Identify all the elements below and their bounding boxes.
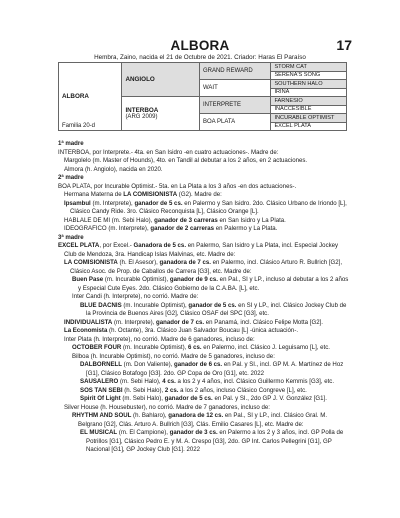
horse-subtitle: Hembra, Zaino, nacida el 21 de Octubre de 2021. Criador: Haras El Paraíso — [94, 54, 306, 61]
pedigree-ggs-1: STORM CAT — [271, 63, 347, 72]
pedigree-ggd-1: SERENA'S SONG — [271, 71, 347, 80]
pedigree-ggs-3: FARNESIO — [271, 97, 347, 106]
third-dam-intro: EXCEL PLATA, por Excel.- Ganadora de 5 cs. en Palermo, San Isidro y La Plata, incl. Especial Jockey Club de Mendoza, 3ra. Handicap Islas Malvinas, etc. Madre de: — [58, 242, 339, 258]
produce-spirit-of-light: Spirit Of Light (m. Sebi Halo), ganador de 5 cs. en Pal. y SI., 2do GP J. V. González [G1]. — [80, 395, 327, 402]
first-dam-produce-1: Margolelo (m. Master of Hounds), 4to. en Tandil al debutar a los 2 años, en 2 actuaciones. — [64, 157, 308, 164]
pedigree-table — [58, 62, 347, 131]
pedigree-dam-dam: BOA PLATA — [199, 114, 270, 131]
first-dam-produce-2: Almora (h. Angiolo), nacida en 2020. — [64, 165, 163, 173]
produce-sausalero: SAUSALERO (m. Sebi Halo), 4 cs. a los 2 y 4 años, incl. Clásico Guillermo Kemmis [G3], etc. — [80, 378, 335, 385]
produce-dalbornell: DALBORNELL (m. Don Valiente), ganador de 6 cs. en Pal. y SI., incl. GP M. A. Martínez de Hoz [G1], Clásico Botafogo [G3]. 2do. GP Copa de Oro [G1], etc. 2022 — [80, 361, 344, 377]
pedigree-horse — [59, 63, 122, 131]
second-dam-sister: Hermana Materna de LA COMISIONISTA (G2). Madre de: — [64, 191, 222, 198]
first-dam-heading: 1ª madre — [58, 140, 84, 147]
pedigree-sire-name: ANGIOLO — [125, 76, 155, 83]
horse-name-title: ALBORA — [170, 38, 230, 53]
second-dam-intro: BOA PLATA, por Incurable Optimist.- 5ta. en La Plata a los 3 años -en dos actuaciones-. — [58, 182, 297, 190]
first-dam-text: INTERBOA, por Interprete.- 4ta. en San Isidro -en cuatro actuaciones-. Madre de: — [58, 148, 279, 156]
pedigree-ggs-2: SOUTHERN HALO — [271, 80, 347, 89]
produce-buen-pase: Buen Pase (m. Incurable Optimist), ganador de 9 cs. en Pal., SI y LP., incluso al debutar a los 2 años y Especial Cute Eyes. 2do. Clásico Gobierno de la C.A.BA. [L], etc. — [72, 276, 349, 292]
produce-ideografico: IDEOGRAFICO (m. Interprete), ganador de 2 carreras en Palermo y La Plata. — [64, 225, 278, 232]
produce-inter-plata: Inter Plata (h. Interprete), no corrió. Madre de 6 ganadores, incluso de: — [64, 335, 255, 343]
produce-october-four: OCTOBER FOUR (m. Incurable Optimist), 6 cs. en Palermo, incl. Clásico J. Leguisamo [L], etc. — [72, 344, 330, 351]
produce-silver-house: Silver House (h. Housebuster), no corrió. Madre de 7 ganadores, incluso de: — [64, 403, 270, 411]
pedigree-ggd-2: IRINA — [271, 88, 347, 97]
produce-individualista: INDIVIDUALISTA (m. Interprete), ganador de 7 cs. en Panamá, incl. Clásico Felipe Motta [G2]. — [64, 318, 323, 326]
produce-bilboa: Bilboa (h. Incurable Optimist), no corrió. Madre de 5 ganadores, incluso de: — [72, 352, 275, 360]
pedigree-family: Familia 20-d — [62, 123, 96, 129]
produce-rhythm-and-soul: RHYTHM AND SOUL (h. Bahlaro), ganadora de 12 cs. en Pal., SI y LP., incl. Clásico Gral. M. Belgrano [G2], Clás. Arturo A. Bullrich [G3], Clás. Emilio Casares [L], etc. Madre de: — [72, 412, 328, 428]
produce-ipsambul: Ipsambul (m. Interprete), ganador de 5 cs. en Palermo y San Isidro. 2do. Clásico Urbano de Iriondo [L], Clásico Candy Ride. 3ro. Clásico Reconquista [L], Clásico Orange [L]. — [64, 199, 347, 215]
pedigree-dam-year: (ARG 2009) — [125, 114, 158, 120]
produce-blue-dacnis: BLUE DACNIS (m. Incurable Optimist), ganador de 5 cs. en SI y LP., incl. Clásico Jockey Club de la Provincia de Buenos Aires [G2], Clásico OSAF del SPC [G3], etc. — [80, 301, 347, 317]
produce-hablale: HABLALE DE MI (m. Sebi Halo), ganador de 3 carreras en San Isidro y La Plata. — [64, 216, 286, 224]
second-dam-heading: 2ª madre — [58, 174, 84, 181]
pedigree-dam-name: INTERBOA — [125, 107, 159, 114]
pedigree-sire-sire: GRAND REWARD — [199, 63, 270, 80]
lot-number: 17 — [336, 37, 352, 53]
pedigree-ggs-4: INCURABLE OPTIMIST — [271, 114, 347, 123]
produce-comisionista: LA COMISIONISTA (h. El Asesor), ganadora de 7 cs. en Palermo, incl. Clásico Arturo R. Bullrich [G2], Clásico Asoc. de Prop. de Caballos de Carrera [G3], etc. Madre de: — [64, 259, 343, 275]
pedigree-ggd-3: INACCESIBLE — [271, 105, 347, 114]
produce-inter-candi: Inter Candi (h. Interprete), no corrió. Madre de: — [72, 293, 199, 300]
pedigree-horse-name: ALBORA — [62, 93, 89, 100]
pedigree-sire — [122, 63, 200, 97]
pedigree-dam — [122, 97, 200, 131]
produce-la-economista: La Economista (h. Octante), 3ra. Clásico Juan Salvador Boucau [L] -única actuación-. — [64, 327, 299, 334]
produce-record — [58, 140, 350, 455]
pedigree-dam-sire: INTERPRETE — [199, 97, 270, 114]
produce-sos-tan-sebi: SOS TAN SEBI (h. Sebi Halo), 2 cs. a los 2 años, incluso Clásico Congreve [L], etc. — [80, 386, 307, 394]
pedigree-sire-dam: WAIT — [199, 80, 270, 97]
produce-el-musical: EL MUSICAL (m. El Campione), ganador de 3 cs. en Palermo a los 2 y 3 años, incl. GP Polla de Potrillos [G1], Clásico Pedro E. y M. A. Crespo [G3], 2do. GP Int. Carlos Pellegrini [G1], GP Nacional [G1], GP Jockey Club [G1]. 2022 — [80, 429, 344, 453]
third-dam-heading: 3ª madre — [58, 233, 84, 241]
pedigree-ggd-4: EXCEL PLATA — [271, 122, 347, 131]
